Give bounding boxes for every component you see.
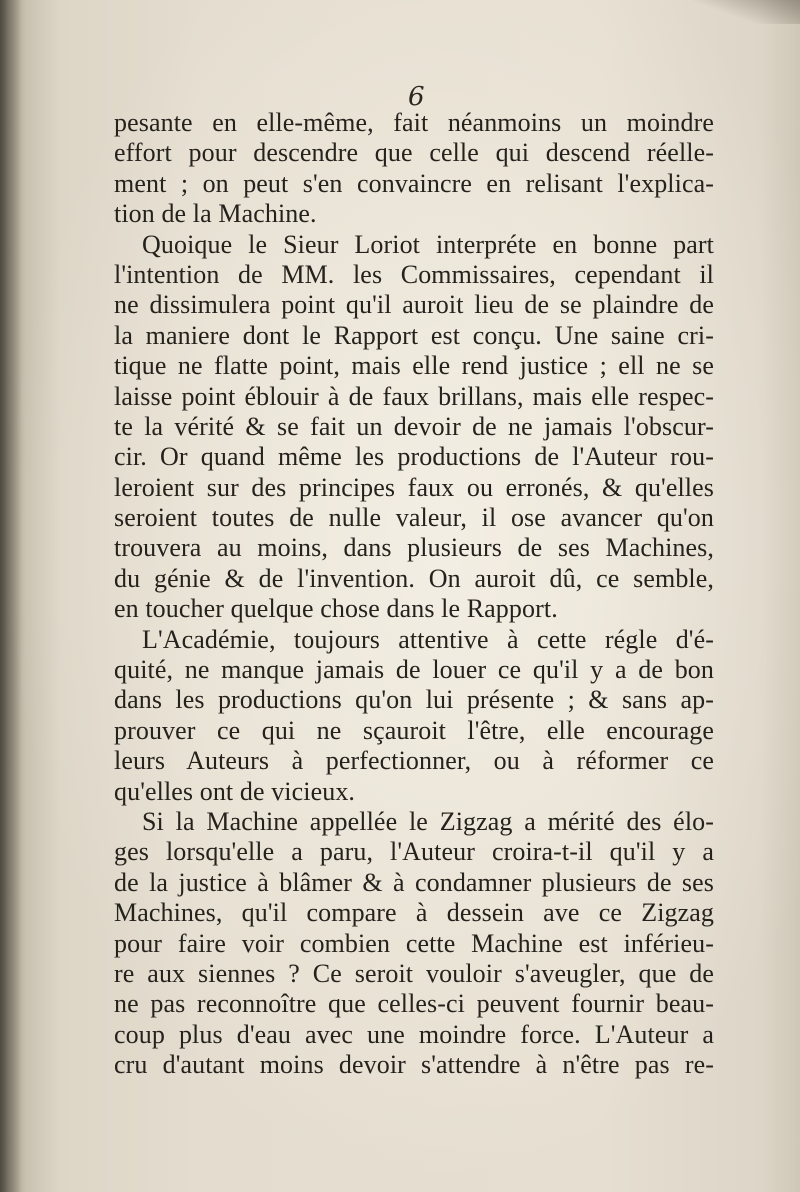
text-line: trouvera au moins, dans plusieurs de ses Machines, [114, 533, 714, 563]
text-line: pour faire voir combien cette Machine est inférieu- [114, 928, 714, 958]
text-line: ges lorsqu'elle a paru, l'Auteur croira-t-il qu'il y a [114, 837, 714, 867]
text-line: du génie & de l'invention. On auroit dû, ce semble, [114, 563, 714, 593]
body-text [114, 108, 714, 1081]
text-line: leurs Auteurs à perfectionner, ou à réformer ce [114, 746, 714, 776]
text-line: la maniere dont le Rapport est conçu. Une saine cri- [114, 320, 714, 350]
text-line: qu'elles ont de vicieux. [114, 776, 356, 806]
text-line: Si la Machine appellée le Zigzag a mérité des élo- [142, 806, 714, 836]
text-line: cir. Or quand même les productions de l'Auteur rou- [114, 442, 714, 472]
text-line: Quoique le Sieur Loriot interpréte en bonne part [142, 229, 714, 259]
text-line: ment ; on peut s'en convaincre en relisant l'explica- [114, 168, 714, 198]
text-line: tique ne flatte point, mais elle rend justice ; ell ne se [114, 351, 714, 381]
text-line: de la justice à blâmer & à condamner plusieurs de ses [114, 867, 714, 897]
text-line: cru d'autant moins devoir s'attendre à n'être pas re- [114, 1050, 714, 1080]
text-line: Machines, qu'il compare à dessein ave ce Zigzag [114, 898, 714, 928]
binding-gutter-shadow [0, 0, 22, 1192]
text-line: laisse point éblouir à de faux brillans, mais elle respec- [114, 381, 714, 411]
text-line: pesante en elle-même, fait néanmoins un moindre [114, 108, 714, 137]
text-line: seroient toutes de nulle valeur, il ose avancer qu'on [114, 503, 714, 533]
text-line: l'intention de MM. les Commissaires, cependant il [114, 259, 714, 289]
text-line: L'Académie, toujours attentive à cette régle d'é- [142, 624, 714, 654]
text-line: effort pour descendre que celle qui descend réelle- [114, 138, 714, 168]
text-line: quité, ne manque jamais de louer ce qu'il y a de bon [114, 655, 714, 685]
text-line: dans les productions qu'on lui présente ; & sans ap- [114, 685, 714, 715]
text-line: te la vérité & se fait un devoir de ne jamais l'obscur- [114, 411, 714, 441]
text-line: tion de la Machine. [114, 199, 317, 229]
text-line: coup plus d'eau avec une moindre force. L'Auteur a [114, 1019, 714, 1049]
text-line: en toucher quelque chose dans le Rapport. [114, 594, 558, 624]
page-number: 6 [408, 82, 425, 112]
text-line: ne pas reconnoître que celles-ci peuvent fournir beau- [114, 989, 714, 1019]
text-line: re aux siennes ? Ce seroit vouloir s'aveugler, que de [114, 958, 714, 988]
page-corner-shadow [680, 0, 800, 24]
text-line: leroient sur des principes faux ou erronés, & qu'elles [114, 472, 714, 502]
text-line: ne dissimulera point qu'il auroit lieu de se plaindre de [114, 290, 714, 320]
text-line: prouver ce qui ne sçauroit l'être, elle encourage [114, 715, 714, 745]
